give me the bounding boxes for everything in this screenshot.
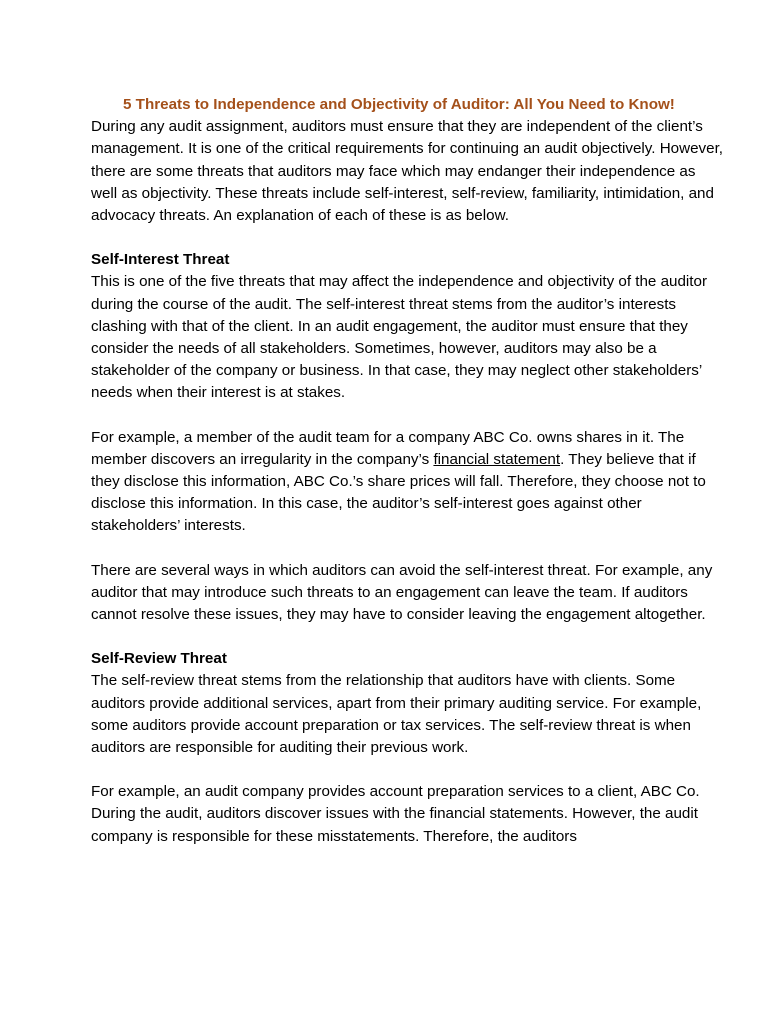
- self-review-paragraph-1: The self-review threat stems from the relationship that auditors have with clients. Some auditors provide additional services, apart from their primary auditing service. For example, some auditors provide account preparation or tax services. The self-review threat is when auditors are responsible for auditing their previous work.: [91, 672, 702, 757]
- self-interest-paragraph-1: This is one of the five threats that may affect the independence and objectivity of the auditor during the course of the audit. The self-interest threat stems from the auditor’s interests clashing with that of the client. In an audit engagement, the auditor must ensure that they consider the needs of all stakeholders. Sometimes, however, auditors may also be a stakeholder of the company or business. In that case, they may neglect other stakeholders’ needs when their interest is at stakes.: [91, 273, 708, 402]
- financial-statement-link[interactable]: financial statement: [433, 450, 561, 468]
- intro-paragraph: During any audit assignment, auditors must ensure that they are independent of the client’s management. It is one of the critical requirements for continuing an audit objectively. However, there are some threats that auditors may face which may endanger their independence as well as objectivity. These threats include self-interest, self-review, familiarity, intimidation, and advocacy threats. An explanation of each of these is as below.: [91, 118, 724, 225]
- self-interest-paragraph-2-end: . They believe that if they disclose this information, ABC Co.’s share prices will fall. Therefore, they choose not to disclose this information. In this case, the auditor’s self-interest goes against other stakeholders’ interests.: [91, 450, 706, 535]
- self-interest-heading: Self-Interest Threat: [91, 251, 230, 269]
- self-interest-paragraph-2: [91, 427, 723, 538]
- document-title: 5 Threats to Independence and Objectivity of Auditor: All You Need to Know!: [123, 96, 675, 113]
- self-interest-paragraph-2-start: For example, a member of the audit team for a company ABC Co. owns shares in it. The member discovers an irregularity in the company’s: [91, 428, 685, 468]
- self-review-heading: Self-Review Threat: [91, 650, 227, 668]
- self-review-paragraph-2: For example, an audit company provides account preparation services to a client, ABC Co. During the audit, auditors discover issues with the financial statements. However, the audit company is responsible for these misstatements. Therefore, the auditors: [91, 783, 700, 845]
- self-interest-paragraph-3: There are several ways in which auditors can avoid the self-interest threat. For example, any auditor that may introduce such threats to an engagement can leave the team. If auditors cannot resolve these issues, they may have to consider leaving the engagement altogether.: [91, 561, 713, 624]
- document-body: [91, 94, 723, 870]
